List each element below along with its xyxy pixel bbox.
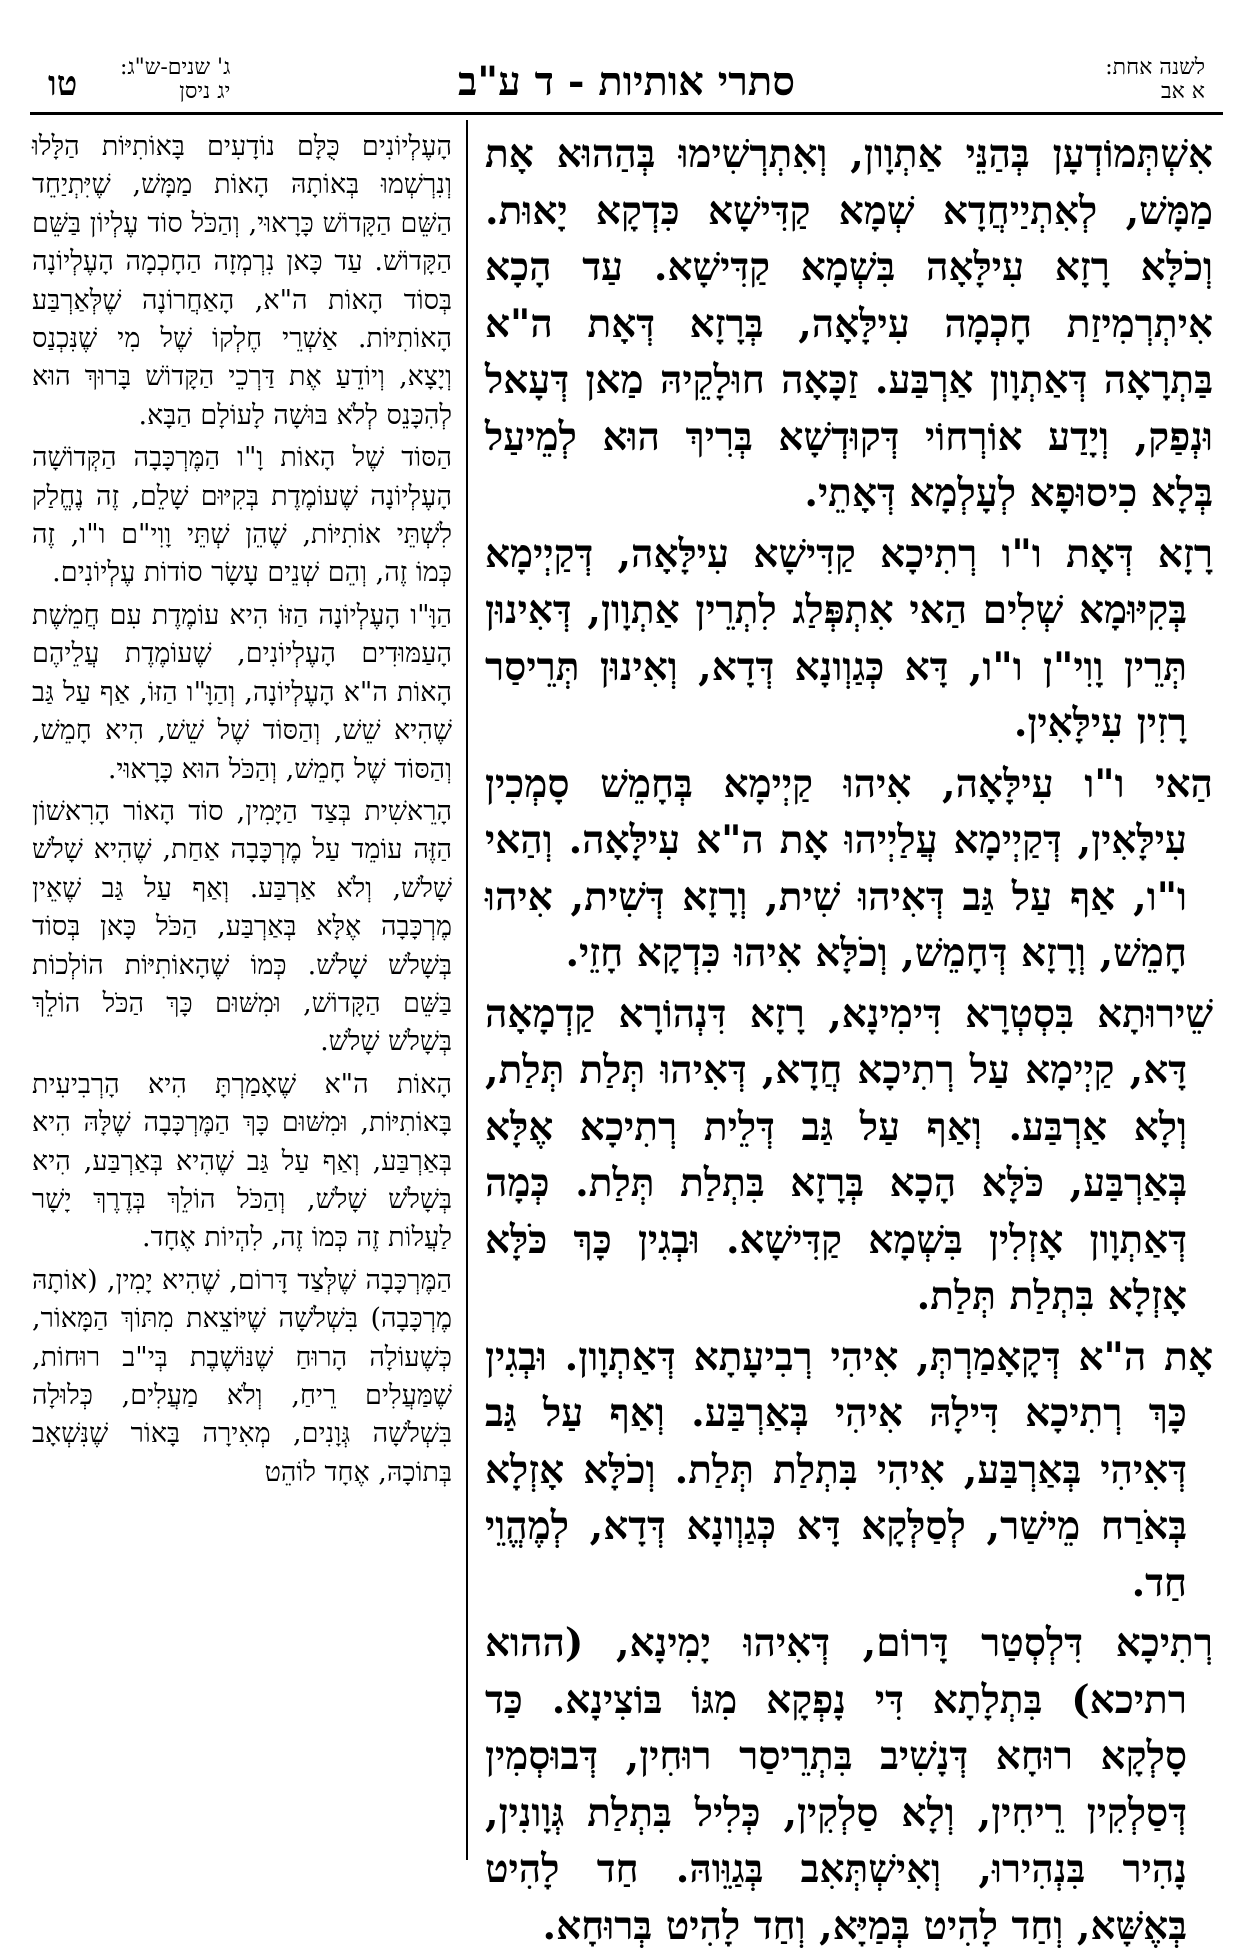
side-paragraph: הָרֵאשִׁית בְּצַד הַיָּמִין, סוֹד הָאוֹר הָרִאשׁוֹן הַזֶּה עוֹמֵד עַל מֶרְכָּבָה אַחַת, שֶׁהִיא שָׁלֹשׁ שָׁלֹשׁ, וְלֹא אַרְבַּע. וְאַף עַל גַּב שֶׁאֵין מֶרְכָּבָה אֶלָּא בְּאַרְבַּע, הַכֹּל כָּאן בְּסוֹד בְּשָׁלֹשׁ שָׁלֹשׁ. כְּמוֹ שֶׁהָאוֹתִיּוֹת הוֹלְכוֹת בַּשֵּׁם הַקָּדוֹשׁ, וּמִשּׁוּם כָּךְ הַכֹּל הוֹלֵךְ בְּשָׁלֹשׁ שָׁלֹשׁ. — [32, 795, 452, 1058]
page-header — [30, 50, 1223, 120]
side-paragraph: הַסּוֹד שֶׁל הָאוֹת וָ"ו הַמֶּרְכָּבָה הַקְּדוֹשָׁה הָעֶלְיוֹנָה שֶׁעוֹמֶדֶת בְּקִיּוּם שָׁלֵם, זֶה נֶחֱלַק לִשְׁתֵּי אוֹתִיּוֹת, שֶׁהֵן שְׁתֵּי וָוִי"ם ו"ו, זֶה כְּמוֹ זֶה, וְהֵם שְׁנֵים עָשָׂר סוֹדוֹת עֶלְיוֹנִים. — [32, 442, 452, 589]
header-rule — [30, 112, 1223, 115]
column-divider — [466, 120, 468, 1860]
header-left-sub: יג ניסן — [179, 79, 231, 104]
header-left-label: ג' שנים-ש"ג: — [120, 55, 231, 80]
side-paragraph: הַוָּ"ו הָעֶלְיוֹנָה הַזּוֹ הִיא עוֹמֶדֶת עִם חֲמֵשֶׁת הָעַמּוּדִים הָעֶלְיוֹנִים, שֶׁעוֹמֶדֶת עֲלֵיהֶם הָאוֹת ה"א הָעֶלְיוֹנָה, וְהַוָּ"ו הַזּוֹ, אַף עַל גַּב שֶׁהִיא שֵׁשׁ, וְהַסּוֹד שֶׁל שֵׁשׁ, הִיא חָמֵשׁ, וְהַסּוֹד שֶׁל חָמֵשׁ, וְהַכֹּל הוּא כָּרָאוּי. — [32, 599, 452, 785]
main-text-column — [485, 126, 1213, 1958]
side-paragraph: הָאוֹת ה"א שֶׁאָמַרְתָּ הִיא הָרְבִיעִית בָּאוֹתִיּוֹת, וּמִשּׁוּם כָּךְ הַמֶּרְכָּבָה שֶׁלָּהּ הִיא בְּאַרְבַּע, וְאַף עַל גַּב שֶׁהִיא בְּאַרְבַּע, הִיא בְּשָׁלֹשׁ שָׁלֹשׁ, וְהַכֹּל הוֹלֵךְ בְּדֶרֶךְ יָשָׁר לַעֲלוֹת זֶה כְּמוֹ זֶה, לִהְיוֹת אֶחָד. — [32, 1068, 452, 1254]
header-right-sub: א אב — [1161, 79, 1205, 104]
main-paragraph: הַאי ו"ו עִילָּאָה, אִיהוּ קַיְימָא בְּחָמֵשׁ סָמְכִין עִילָּאִין, דְּקַיְימָא עֲלַיְיהוּ אָת ה"א עִילָּאָה. וְהַאי ו"ו, אַף עַל גַּב דְּאִיהוּ שִׁית, וְרָזָא דְּשִׁית, אִיהוּ חָמֵשׁ, וְרָזָא דְּחָמֵשׁ, וְכֹלָּא אִיהוּ כִּדְקָא חָזֵי. — [485, 760, 1213, 976]
main-paragraph: אָת ה"א דְּקָאָמַרְתְּ, אִיהִי רְבִיעָתָא דְּאַתְוָון. וּבְגִין כָּךְ רְתִיכָא דִּילָהּ אִיהִי בְּאַרְבַּע. וְאַף עַל גַּב דְּאִיהִי בְּאַרְבַּע, אִיהִי בִּתְלַת תְּלַת. וְכֹלָּא אָזְלָא בְּאֹרַח מֵישַׁר, לְסַלְּקָא דָּא כְּגַוְונָא דְּדָא, לְמֶהֱוֵי חַד. — [485, 1333, 1213, 1606]
header-left — [120, 56, 230, 104]
translation-column — [32, 128, 452, 1496]
main-paragraph: אִשְׁתְּמוֹדְעָן בְּהַנֵּי אַתְוָון, וְאִתְרְשִׁימוּ בְּהַהוּא אָת מַמָּשׁ, לְאִתְיַיחֲדָא שְׁמָא קַדִּישָׁא כִּדְקָא יָאוּת. וְכֹלָּא רָזָא עִילָּאָה בִּשְׁמָא קַדִּישָׁא. עַד הָכָא אִיתְרְמִיזַת חָכְמָה עִילָּאָה, בְּרָזָא דְּאָת ה"א בַּתְרָאָה דְּאַתְוָון אַרְבַּע. זַכָּאָה חוּלָקֵיהּ מַאן דְּעָאל וּנְפַק, וְיָדַע אוֹרְחוֹי דְּקוּדְשָׁא בְּרִיךְ הוּא לְמֵיעַל בְּלָא כִיסוּפָא לְעָלְמָא דְּאָתֵי. — [485, 131, 1213, 516]
side-paragraph: הָעֶלְיוֹנִים כֻּלָּם נוֹדָעִים בָּאוֹתִיּוֹת הַלָּלוּ וְנִרְשְׁמוּ בְּאוֹתָהּ הָאוֹת מַמָּשׁ, שֶׁיִּתְיַחֵד הַשֵּׁם הַקָּדוֹשׁ כָּרָאוּי, וְהַכֹּל סוֹד עֶלְיוֹן בַּשֵּׁם הַקָּדוֹשׁ. עַד כָּאן נִרְמְזָה הַחָכְמָה הָעֶלְיוֹנָה בְּסוֹד הָאוֹת ה"א, הָאַחֲרוֹנָה שֶׁלְּאַרְבַּע הָאוֹתִיּוֹת. אַשְׁרֵי חֶלְקוֹ שֶׁל מִי שֶׁנִּכְנַס וְיָצָא, וְיוֹדֵעַ אֶת דַּרְכֵי הַקָּדוֹשׁ בָּרוּךְ הוּא לְהִכָּנֵס לְלֹא בּוּשָׁה לָעוֹלָם הַבָּא. — [32, 131, 452, 431]
page-number: טו — [48, 64, 78, 104]
main-paragraph: רְתִיכָא דִּלְסְטַר דָּרוֹם, דְּאִיהוּ יָמִינָא, (ההוא רתיכא) בִּתְלָתָא דִּי נָפְקָא מִגּוֹ בּוֹצִינָא. כַּד סָלְקָא רוּחָא דְּנָשִׁיב בִּתְרֵיסַר רוּחִין, דְּבוּסְמִין דְּסַלְקִין רֵיחִין, וְלָא סַלְקִין, כְּלִיל בִּתְלַת גְּוָונִין, נָהִיר בִּנְהִירוּ, וְאִישְׁתְּאִב בְּגַוֵּוהּ. חַד לָהִיט בְּאֶשָּׁא, וְחַד לָהִיט בְּמַיָּא, וְחַד לָהִיט בְּרוּחָא. — [485, 1620, 1213, 1949]
main-paragraph: רָזָא דְּאָת ו"ו רְתִיכָא קַדִּישָׁא עִילָּאָה, דְּקַיְימָא בְּקִיּוּמָא שְׁלִים הַאי אִתְפְּלַג לִתְרֵין אַתְוָון, דְּאִינוּן תְּרֵין וָוִי"ן ו"ו, דָּא כְּגַוְונָא דְּדָא, וְאִינוּן תְּרֵיסַר רָזִין עִילָּאִין. — [485, 530, 1213, 746]
side-paragraph: הַמֶּרְכָּבָה שֶׁלְּצַד דָּרוֹם, שֶׁהִיא יָמִין, (אוֹתָהּ מֶרְכָּבָה) בִּשְׁלֹשָׁה שֶׁיּוֹצֵאת מִתּוֹךְ הַמָּאוֹר, כְּשֶׁעוֹלָה הָרוּחַ שֶׁנּוֹשֶׁבֶת בְּי"ב רוּחוֹת, שֶׁמַּעֲלִים רֵיחַ, וְלֹא מַעֲלִים, כְּלוּלָה בִּשְׁלֹשָׁה גְּוָנִים, מְאִירָה בָּאוֹר שֶׁנִּשְׁאָב בְּתוֹכָהּ, אֶחָד לוֹהֵט — [32, 1264, 452, 1488]
page-title: סתרי אותיות - ד ע"ב — [457, 58, 795, 105]
main-paragraph: שֵׁירוּתָא בִּסְטְרָא דִּימִינָא, רָזָא דִּנְהוֹרָא קַדְמָאָה דָּא, קַיְימָא עַל רְתִיכָא חֲדָא, דְּאִיהוּ תְּלַת תְּלַת, וְלָא אַרְבַּע. וְאַף עַל גַּב דְּלֵית רְתִיכָא אֶלָּא בְּאַרְבַּע, כֹּלָּא הָכָא בְּרָזָא בִּתְלַת תְּלַת. כְּמָה דְּאַתְוָון אָזְלִין בִּשְׁמָא קַדִּישָׁא. וּבְגִין כָּךְ כֹּלָּא אָזְלָא בִּתְלַת תְּלַת. — [485, 990, 1213, 1319]
header-right-label: לשנה אחת: — [1105, 55, 1205, 80]
